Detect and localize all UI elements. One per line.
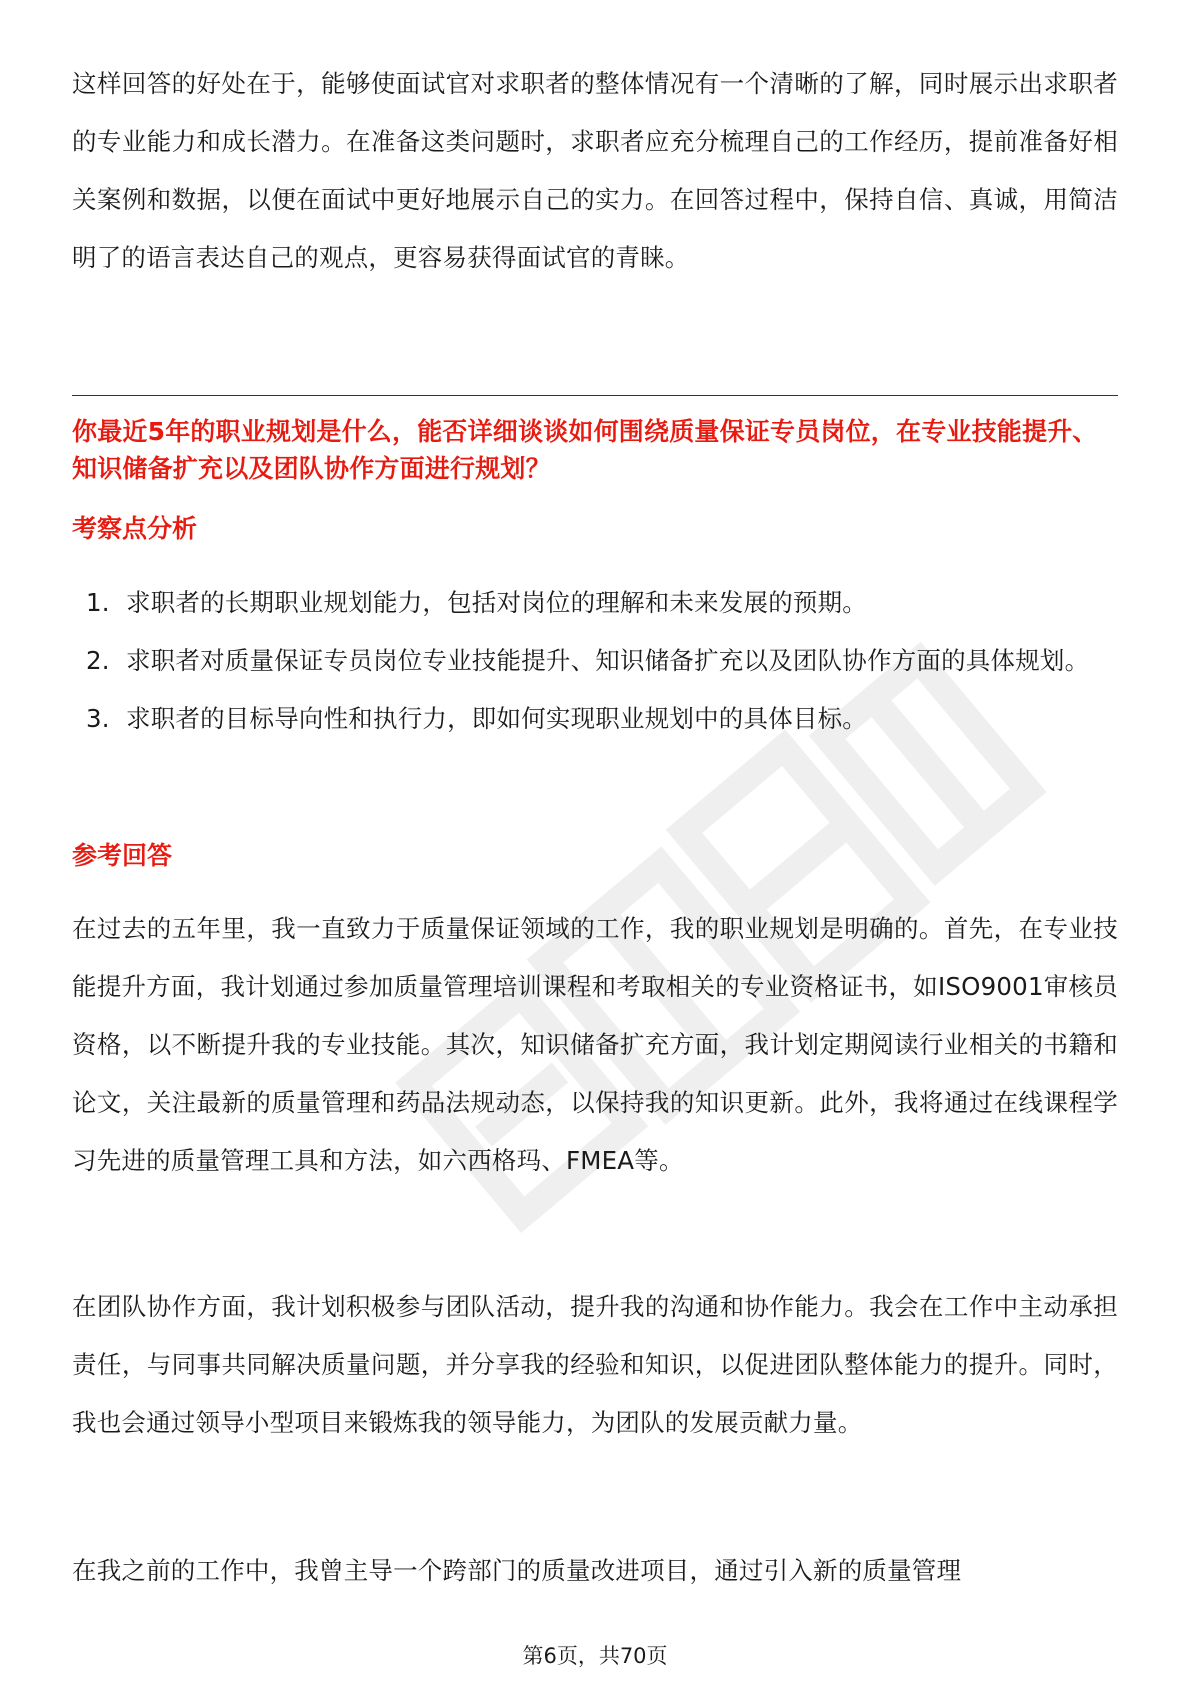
section-divider	[72, 395, 1118, 396]
answer-paragraph: 在团队协作方面，我计划积极参与团队活动，提升我的沟通和协作能力。我会在工作中主动承担责任，与同事共同解决质量问题，并分享我的经验和知识，以促进团队整体能力的提升。同时，我也会通过领导小型项目来锻炼我的领导能力，为团队的发展贡献力量。	[72, 1292, 1118, 1437]
analysis-heading: 考察点分析	[72, 514, 198, 543]
answer-heading: 参考回答	[72, 841, 173, 870]
list-item-text: 求职者的长期职业规划能力，包括对岗位的理解和未来发展的预期。	[126, 588, 867, 617]
list-item	[72, 690, 1118, 748]
list-item-number: 1.	[86, 588, 110, 617]
page-footer: 第6页，共70页	[522, 1644, 668, 1668]
analysis-points-list	[72, 574, 1118, 748]
answer-paragraph: 在过去的五年里，我一直致力于质量保证领域的工作，我的职业规划是明确的。首先，在专业技能提升方面，我计划通过参加质量管理培训课程和考取相关的专业资格证书，如ISO9001审核员资格，以不断提升我的专业技能。其次，知识储备扩充方面，我计划定期阅读行业相关的书籍和论文，关注最新的质量管理和药品法规动态，以保持我的知识更新。此外，我将通过在线课程学习先进的质量管理工具和方法，如六西格玛、FMEA等。	[72, 914, 1118, 1175]
question-title: 你最近5年的职业规划是什么，能否详细谈谈如何围绕质量保证专员岗位，在专业技能提升、知识储备扩充以及团队协作方面进行规划？	[72, 417, 1098, 483]
answer-paragraph: 在我之前的工作中，我曾主导一个跨部门的质量改进项目，通过引入新的质量管理	[72, 1556, 962, 1585]
list-item-number: 2.	[86, 646, 110, 675]
list-item-number: 3.	[86, 704, 110, 733]
list-item	[72, 574, 1118, 632]
list-item-text: 求职者对质量保证专员岗位专业技能提升、知识储备扩充以及团队协作方面的具体规划。	[126, 646, 1090, 675]
intro-paragraph: 这样回答的好处在于，能够使面试官对求职者的整体情况有一个清晰的了解，同时展示出求职者的专业能力和成长潜力。在准备这类问题时，求职者应充分梳理自己的工作经历，提前准备好相关案例和数据，以便在面试中更好地展示自己的实力。在回答过程中，保持自信、真诚，用简洁明了的语言表达自己的观点，更容易获得面试官的青睐。	[72, 69, 1118, 272]
list-item	[72, 632, 1118, 690]
list-item-text: 求职者的目标导向性和执行力，即如何实现职业规划中的具体目标。	[126, 704, 867, 733]
